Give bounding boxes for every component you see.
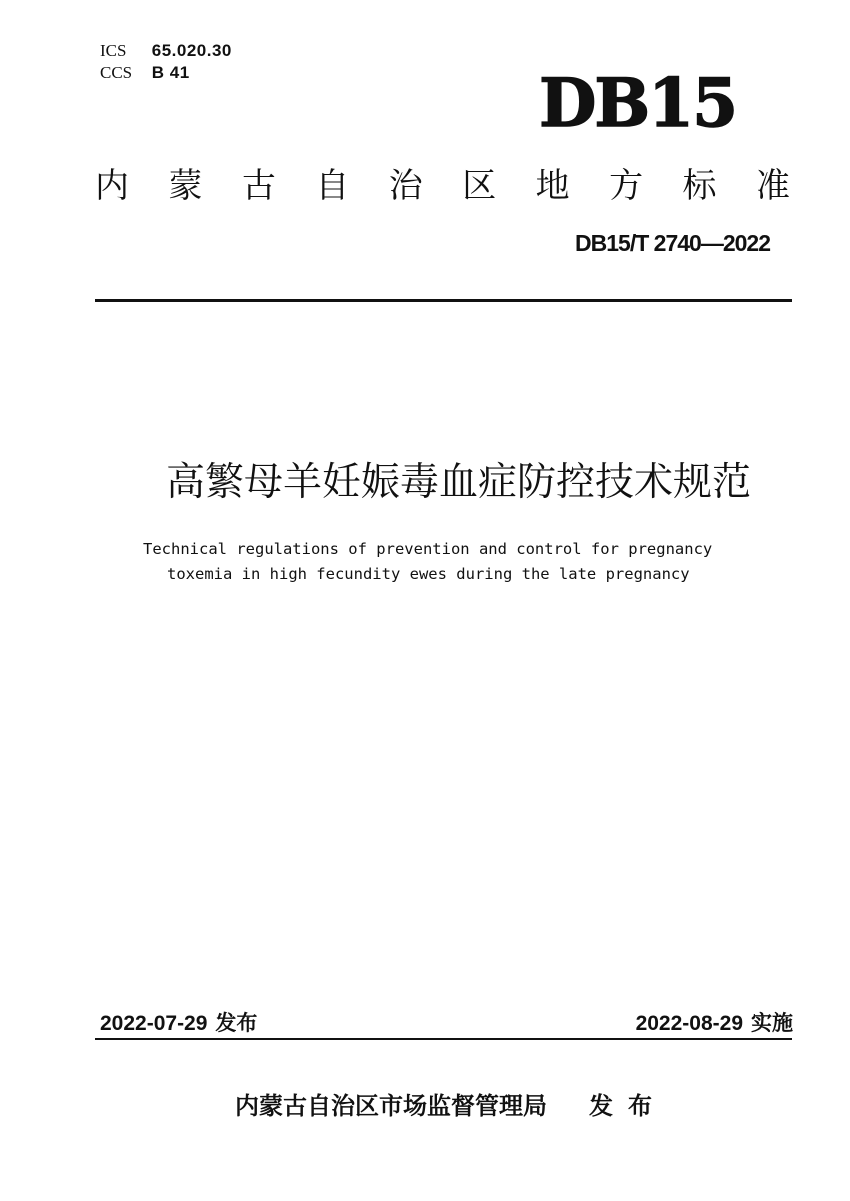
implementation-date: 2022-08-29: [635, 1012, 743, 1035]
ics-label: ICS: [100, 41, 127, 60]
standard-type-char: 蒙: [168, 167, 203, 205]
standard-type-char: 方: [609, 167, 644, 205]
standard-type-char: 自: [315, 167, 350, 205]
standard-type-char: 地: [535, 167, 570, 205]
db15-logo: DB15: [539, 64, 736, 142]
standard-type-char: 治: [388, 167, 423, 205]
ics-code-row: [100, 40, 232, 62]
publisher-name: 内蒙古自治区市场监督管理局: [235, 1093, 547, 1120]
publisher-line: [95, 1092, 792, 1122]
implementation-label: 实施: [751, 1012, 793, 1035]
document-title-cn: 高繁母羊妊娠毒血症防控技术规范: [166, 461, 752, 504]
implementation-date-group: [636, 1010, 793, 1037]
dates-row: [100, 1010, 793, 1037]
title-en-line1: Technical regulations of prevention and control for pregnancy: [143, 540, 713, 558]
issue-date: 2022-07-29: [100, 1012, 208, 1035]
title-en-line2: toxemia in high fecundity ewes during the late pregnancy: [167, 565, 690, 583]
classification-codes: [100, 40, 232, 84]
ccs-code-row: [100, 62, 232, 84]
standard-type-char: 古: [241, 167, 276, 205]
ics-value: 65.020.30: [151, 41, 232, 60]
publish-action-char1: 发: [589, 1093, 613, 1120]
ccs-label: CCS: [100, 63, 133, 82]
standard-type-char: 内: [95, 167, 129, 205]
issue-label: 发布: [215, 1012, 258, 1035]
footer-divider: [95, 1038, 792, 1040]
standard-type-char: 准: [755, 167, 790, 205]
publish-action-char2: 布: [628, 1093, 652, 1120]
standard-type-char: 区: [462, 167, 497, 205]
ccs-value: B 41: [151, 63, 190, 82]
header-divider: [95, 299, 792, 302]
document-title-en: [143, 537, 712, 587]
standard-code: DB15/T 2740—2022: [575, 230, 770, 256]
issue-date-group: [100, 1010, 257, 1037]
standard-type-char: 标: [682, 167, 717, 205]
standard-type-title: [95, 166, 790, 206]
